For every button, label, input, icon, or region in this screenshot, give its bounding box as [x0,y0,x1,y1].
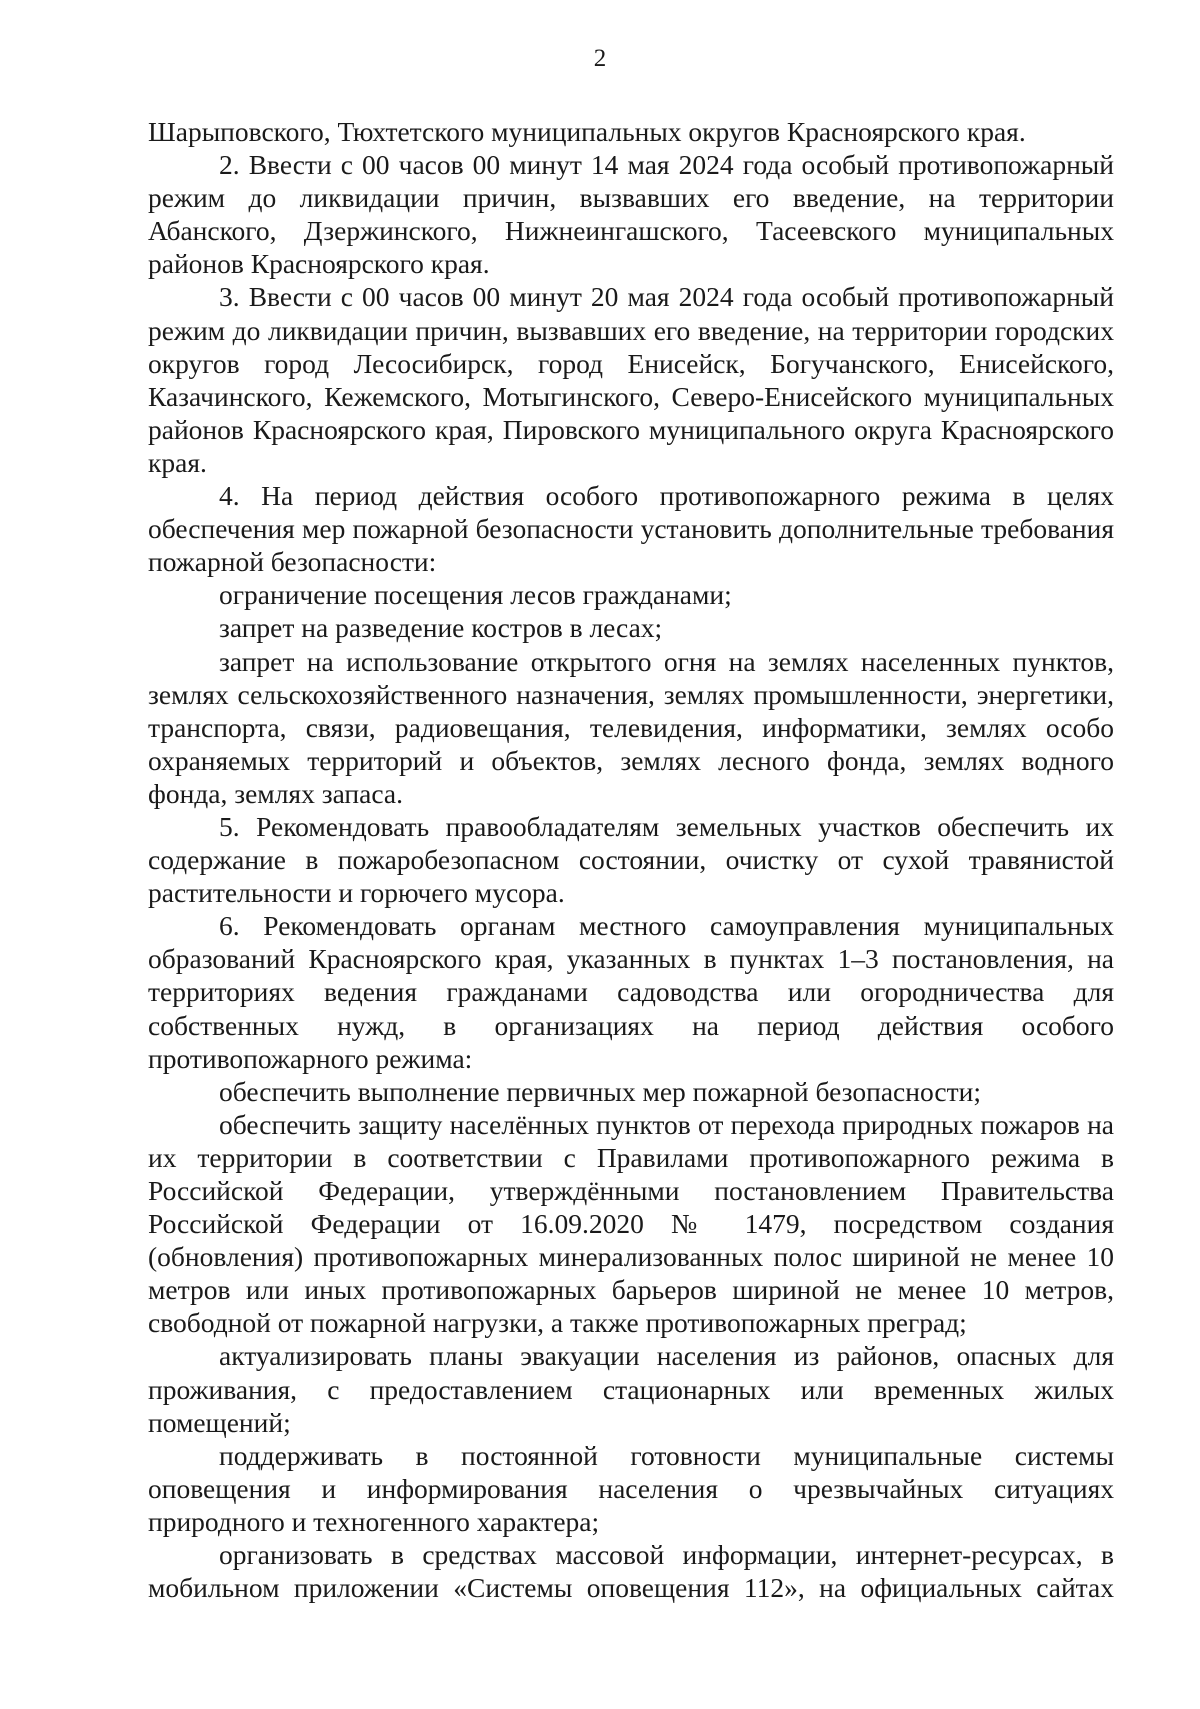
paragraph-item-3: 3. Ввести с 00 часов 00 минут 20 мая 2024 года особый противопожарный режим до ликвидации причин, вызвавших его введение, на территории городских округов город Лесосибирск, город Енисейск, Богучанского, Енисейского, Казачинского, Кежемского, Мотыгинского, Северо-Енисейского муниципальных районов Красноярского края, Пировского муниципального округа Красноярского края. [148,281,1114,478]
paragraph-measure-1: обеспечить выполнение первичных мер пожарной безопасности; [219,1075,981,1107]
paragraph-item-5: 5. Рекомендовать правообладателям земельных участков обеспечить их содержание в пожаробезопасном состоянии, очистку от сухой травянистой растительности и горючего мусора. [148,810,1114,909]
paragraph-requirement-2: запрет на разведение костров в лесах; [219,612,663,644]
paragraph-item-2: 2. Ввести с 00 часов 00 минут 14 мая 2024 года особый противопожарный режим до ликвидации причин, вызвавших его введение, на территории Абанского, Дзержинского, Нижнеингашского, Тасеевского муниципальных районов Красноярского края. [148,149,1114,280]
document-body [148,115,1114,1604]
paragraph-measure-5: организовать в средствах массовой информации, интернет-ресурсах, в мобильном приложении «Системы оповещения 112», на официальных сайтах [148,1539,1114,1604]
paragraph-requirement-1: ограничение посещения лесов гражданами; [219,579,732,611]
paragraph-requirement-3: запрет на использование открытого огня на землях населенных пунктов, землях сельскохозяйственного назначения, землях промышленности, энергетики, транспорта, связи, радиовещания, телевидения, информатики, землях особо охраняемых территорий и объектов, землях лесного фонда, землях водного фонда, землях запаса. [148,645,1114,809]
page-number: 2 [593,45,607,72]
paragraph-measure-4: поддерживать в постоянной готовности муниципальные системы оповещения и информирования населения о чрезвычайных ситуациях природного и техногенного характера; [148,1439,1114,1537]
paragraph-measure-3: актуализировать планы эвакуации населения из районов, опасных для проживания, с предоставлением стационарных или временных жилых помещений; [148,1340,1114,1438]
paragraph-item-6: 6. Рекомендовать органам местного самоуправления муниципальных образований Красноярского края, указанных в пунктах 1–3 постановления, на территориях ведения гражданами садоводства или огородничества для собственных нужд, в организациях на период действия особого противопожарного режима: [148,910,1114,1074]
paragraph-continuation: Шарыповского, Тюхтетского муниципальных округов Красноярского края. [148,116,1026,147]
paragraph-measure-2: обеспечить защиту населённых пунктов от перехода природных пожаров на их территории в соответствии с Правилами противопожарного режима в Российской Федерации, утверждёнными постановлением Правительства Российской Федерации от 16.09.2020 № 1479, посредством создания (обновления) противопожарных минерализованных полос шириной не менее 10 метров или иных противопожарных барьеров шириной не менее 10 метров, свободной от пожарной нагрузки, а также противопожарных преград; [148,1108,1114,1339]
paragraph-item-4: 4. На период действия особого противопожарного режима в целях обеспечения мер пожарной безопасности установить дополнительные требования пожарной безопасности: [148,480,1114,578]
